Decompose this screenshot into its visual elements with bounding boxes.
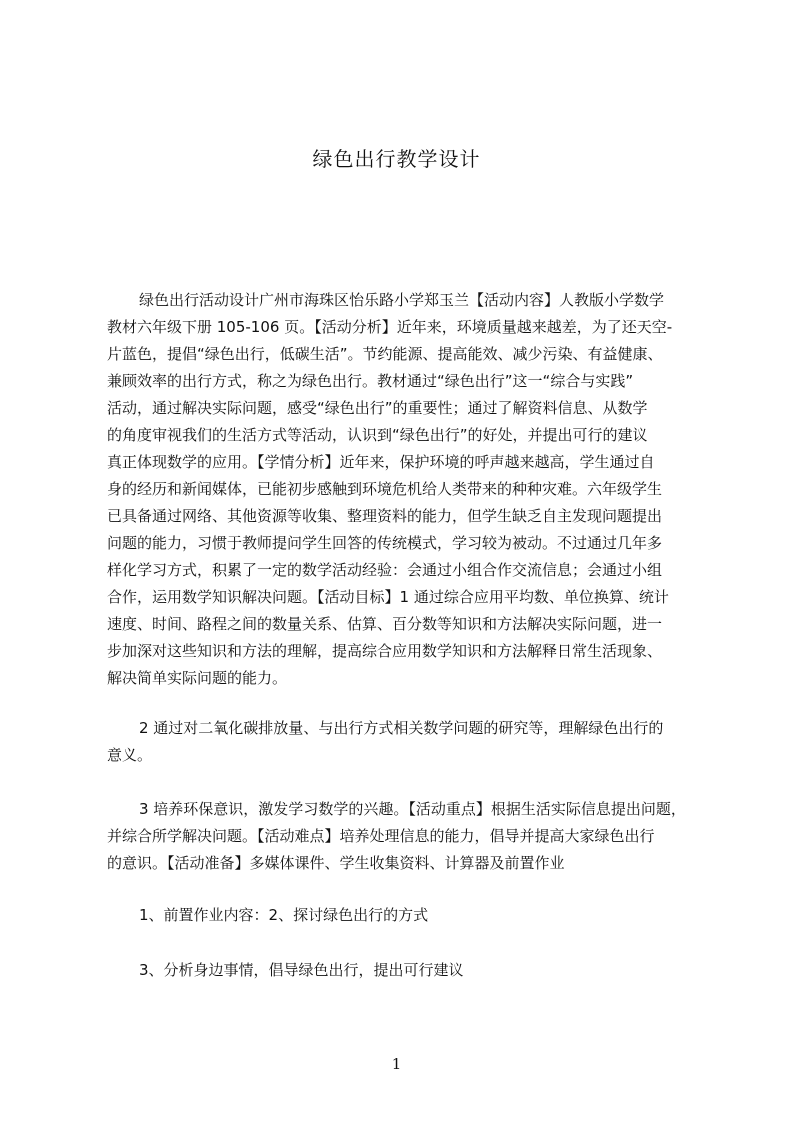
- text-line: 解决简单实际问题的能力。: [107, 669, 288, 687]
- text-line: 已具备通过网络、其他资源等收集、整理资料的能力，但学生缺乏自主发现问题提出: [107, 507, 663, 525]
- text-line: 片蓝色，提倡“绿色出行，低碳生活”。节约能源、提高能效、减少污染、有益健康、: [107, 345, 663, 363]
- paragraph-5: 3、分析身边事情，倡导绿色出行，提出可行建议: [139, 961, 464, 979]
- text-line: 样化学习方式，积累了一定的数学活动经验：会通过小组合作交流信息；会通过小组: [107, 561, 663, 579]
- text-line: 合作，运用数学知识解决问题。【活动目标】1 通过综合应用平均数、单位换算、统计: [107, 588, 669, 606]
- text-line: 的角度审视我们的生活方式等活动，认识到“绿色出行”的好处，并提出可行的建议: [107, 426, 648, 444]
- text-line: 教材六年级下册 105-106 页。【活动分析】近年来，环境质量越来越差，为了还天空-: [107, 318, 673, 336]
- document-title: 绿色出行教学设计: [312, 147, 481, 171]
- text-line: 问题的能力，习惯于教师提问学生回答的传统模式，学习较为被动。不过通过几年多: [107, 534, 663, 552]
- text-line: 速度、时间、路程之间的数量关系、估算、百分数等知识和方法解决实际问题，进一: [107, 615, 663, 633]
- text-line: 并综合所学解决问题。【活动难点】培养处理信息的能力，倡导并提高大家绿色出行: [107, 827, 655, 845]
- text-line: 活动，通过解决实际问题，感受“绿色出行”的重要性；通过了解资料信息、从数学: [107, 399, 648, 417]
- text-line: 意义。: [107, 746, 153, 764]
- text-line: 绿色出行活动设计广州市海珠区怡乐路小学郑玉兰【活动内容】人教版小学数学: [139, 291, 665, 309]
- text-line: 身的经历和新闻媒体，已能初步感触到环境危机给人类带来的种种灾难。六年级学生: [107, 480, 663, 498]
- text-line: 步加深对这些知识和方法的理解，提高综合应用数学知识和方法解释日常生活现象、: [107, 642, 663, 660]
- text-line: 的意识。【活动准备】多媒体课件、学生收集资料、计算器及前置作业: [107, 854, 565, 872]
- paragraph-4: 1、前置作业内容：2、探讨绿色出行的方式: [139, 906, 429, 924]
- text-line: 2 通过对二氧化碳排放量、与出行方式相关数学问题的研究等，理解绿色出行的: [139, 719, 664, 737]
- text-line: 兼顾效率的出行方式，称之为绿色出行。教材通过“绿色出行”这一“综合与实践”: [107, 372, 634, 390]
- text-line: 3 培养环保意识，激发学习数学的兴趣。【活动重点】根据生活实际信息提出问题，: [139, 800, 686, 818]
- page-number: 1: [391, 1055, 402, 1073]
- text-line: 真正体现数学的应用。【学情分析】近年来，保护环境的呼声越来越高，学生通过自: [107, 453, 655, 471]
